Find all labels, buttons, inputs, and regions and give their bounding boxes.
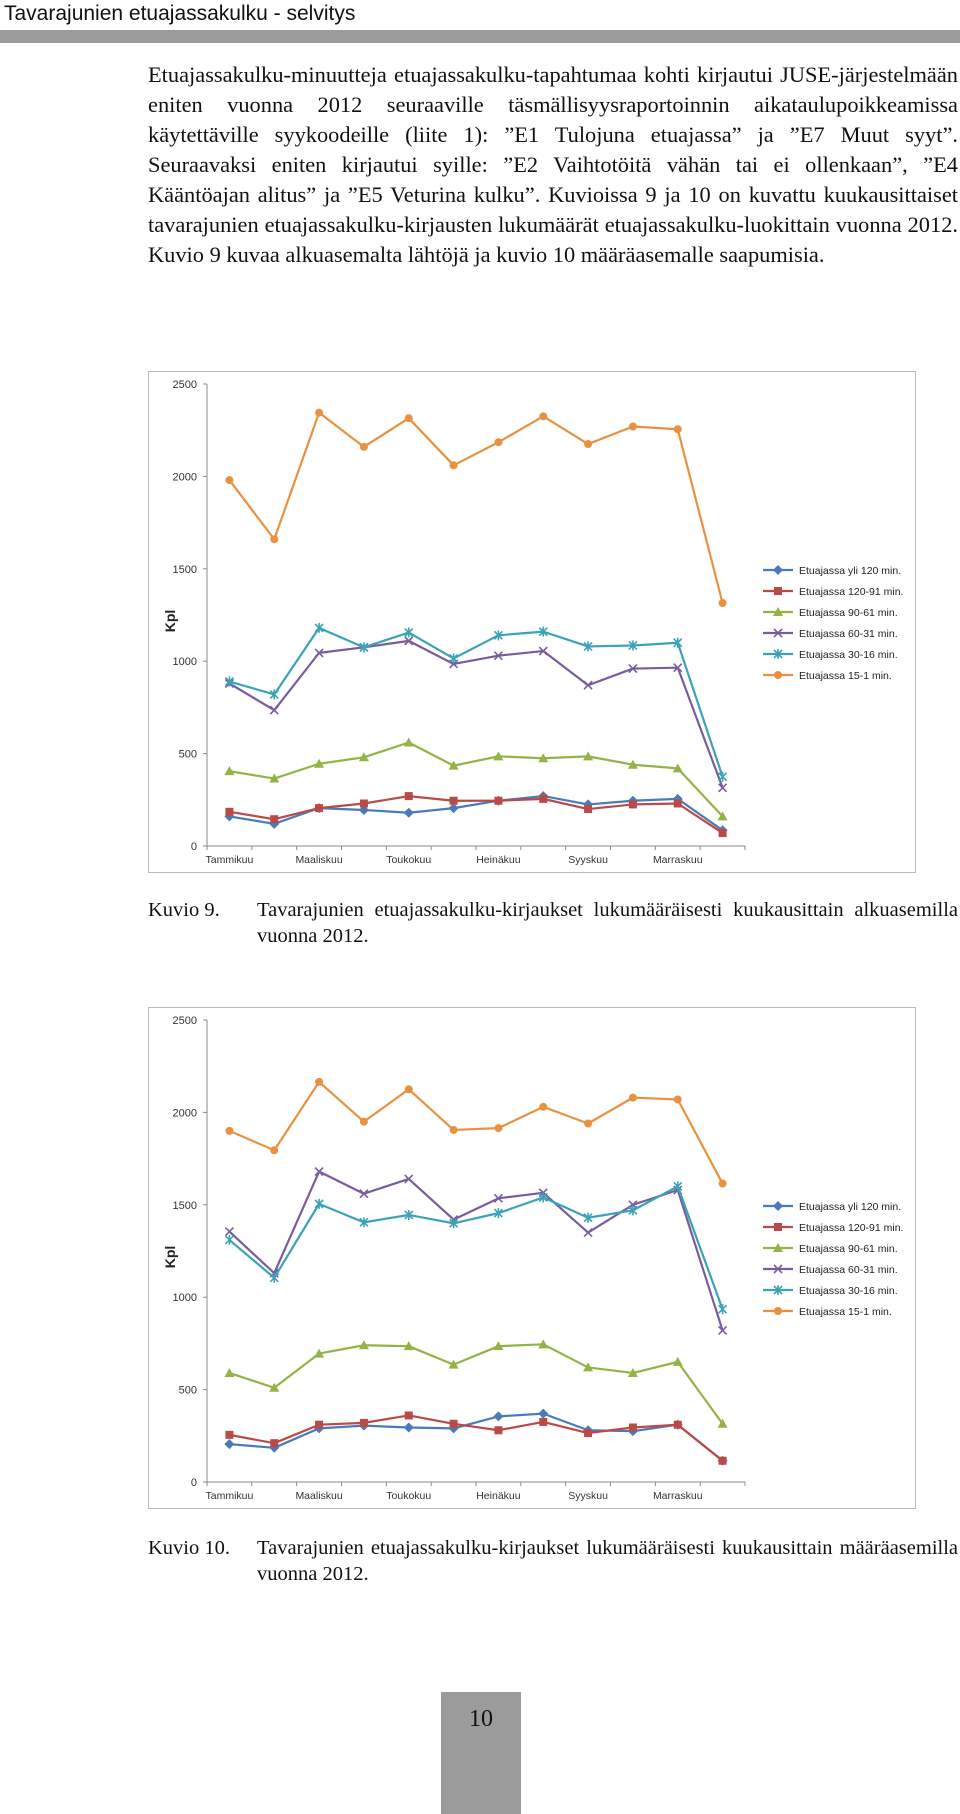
data-point [673, 1357, 683, 1366]
data-point [270, 1273, 278, 1283]
data-point [629, 800, 637, 808]
header-rule [0, 30, 960, 43]
data-point [405, 1411, 413, 1419]
data-point [719, 1180, 727, 1188]
y-tick-label: 2500 [172, 1015, 197, 1027]
data-point [719, 829, 727, 837]
data-point [629, 423, 637, 431]
legend-marker [774, 671, 782, 679]
legend-label: Etuajassa 90-61 min. [799, 1243, 898, 1255]
caption-text: Tavarajunien etuajassakulku-kirjaukset lukumääräisesti kuukausittain alkuasemilla vuonna 2012. [257, 899, 958, 947]
data-point [404, 738, 414, 747]
data-point [315, 1168, 323, 1176]
caption-label: Kuvio 9. [148, 899, 220, 921]
series-line-etuajassa-30-16-min [229, 628, 722, 777]
x-tick-label: Syyskuu [568, 854, 608, 866]
document-header [0, 0, 960, 30]
data-point [674, 799, 682, 807]
data-point [225, 476, 233, 484]
legend-label: Etuajassa yli 120 min. [799, 565, 902, 577]
y-tick-label: 1500 [172, 1199, 197, 1212]
data-point [674, 1095, 682, 1103]
data-point [315, 804, 323, 812]
data-point [539, 412, 547, 420]
data-point [674, 425, 682, 433]
page-number-box [441, 1692, 521, 1814]
data-point [270, 1146, 278, 1154]
data-point [450, 653, 458, 663]
data-point [225, 1228, 233, 1236]
legend-label: Etuajassa 60-31 min. [799, 1264, 898, 1276]
data-point [360, 1118, 368, 1126]
data-point [405, 792, 413, 800]
data-point [539, 1418, 547, 1426]
legend-marker [773, 565, 783, 575]
x-tick-label: Toukokuu [386, 854, 432, 866]
x-tick-label: Tammikuu [205, 854, 254, 866]
data-point [404, 1422, 414, 1432]
data-point [629, 1423, 637, 1431]
data-point [225, 1235, 233, 1245]
line-chart-figure-10 [149, 1008, 915, 1508]
data-point [719, 599, 727, 607]
data-point [494, 1124, 502, 1132]
data-point [674, 1421, 682, 1429]
data-point [315, 1078, 323, 1086]
data-point [538, 1409, 548, 1419]
data-point [719, 1304, 727, 1314]
y-tick-label: 2000 [172, 471, 197, 484]
legend-marker [774, 1223, 782, 1231]
legend-label: Etuajassa 15-1 min. [799, 1306, 892, 1318]
chart-figure-10 [148, 1007, 916, 1509]
chart-figure-9 [148, 371, 916, 873]
y-tick-label: 2500 [172, 379, 197, 391]
legend-label: Etuajassa 120-91 min. [799, 1222, 904, 1234]
data-point [360, 443, 368, 451]
data-point [270, 815, 278, 823]
page-number: 10 [469, 1706, 493, 1732]
data-point [450, 1420, 458, 1428]
line-chart-figure-9 [149, 372, 915, 872]
data-point [360, 1419, 368, 1427]
body-paragraph: Etuajassakulku-minuutteja etuajassakulku-tapahtumaa kohti kirjautui JUSE-järjestelmään eniten vuonna 2012 seuraaville täsmällisyysraportoinnin aikataulupoikkeamissa käytettäville syykoodeille (liite 1): ”E1 Tulojuna etuajassa” ja ”E7 Muut syyt”. Seuraavaksi eniten kirjautui syille: ”E2 Vaihtotöitä vähän tai ei ollenkaan”, ”E4 Kääntöajan alitus” ja ”E5 Veturina kulku”. Kuvioissa 9 ja 10 on kuvattu kuukausittaiset tavarajunien etuajassakulku-kirjausten lukumäärät etuajassakulku-luokittain vuonna 2012. Kuvio 9 kuvaa alkuasemalta lähtöjä ja kuvio 10 määräasemalle saapumisia. [148, 62, 958, 267]
series-line-etuajassa-yli-120-min [229, 1414, 722, 1461]
legend-label: Etuajassa 30-16 min. [799, 1285, 898, 1297]
x-tick-label: Syyskuu [568, 1490, 608, 1502]
data-point [584, 1429, 592, 1437]
data-point [270, 1439, 278, 1447]
legend-marker [774, 1307, 782, 1315]
x-tick-label: Toukokuu [386, 1490, 432, 1502]
data-point [494, 797, 502, 805]
series-line-etuajassa-15-1-min [229, 1082, 722, 1184]
y-axis-title: Kpl [162, 609, 178, 633]
legend-marker [774, 587, 782, 595]
legend-label: Etuajassa 30-16 min. [799, 649, 898, 661]
y-tick-label: 0 [190, 1477, 197, 1489]
series-line-etuajassa-60-31-min [229, 1172, 722, 1331]
caption-text: Tavarajunien etuajassakulku-kirjaukset lukumääräisesti kuukausittain määräasemilla vuonna 2012. [257, 1537, 958, 1585]
document-title: Tavarajunien etuajassakulku - selvitys [4, 2, 356, 25]
legend-label: Etuajassa yli 120 min. [799, 1201, 902, 1213]
y-tick-label: 0 [190, 841, 197, 853]
data-point [404, 808, 414, 818]
series-line-etuajassa-15-1-min [229, 413, 722, 603]
y-tick-label: 1500 [172, 563, 197, 576]
data-point [405, 414, 413, 422]
x-tick-label: Heinäkuu [476, 1490, 521, 1502]
data-point [270, 535, 278, 543]
data-point [494, 438, 502, 446]
data-point [584, 805, 592, 813]
y-tick-label: 500 [178, 1384, 197, 1397]
data-point [360, 799, 368, 807]
data-point [584, 1119, 592, 1127]
legend-label: Etuajassa 120-91 min. [799, 586, 904, 598]
data-point [225, 1127, 233, 1135]
data-point [315, 409, 323, 417]
x-tick-label: Maaliskuu [295, 854, 343, 866]
data-point [270, 706, 278, 714]
y-tick-label: 1000 [172, 1292, 197, 1305]
x-tick-label: Marraskuu [652, 854, 703, 866]
data-point [719, 1457, 727, 1465]
data-point [450, 1126, 458, 1134]
x-tick-label: Tammikuu [205, 1490, 254, 1502]
y-tick-label: 2000 [172, 1107, 197, 1120]
x-tick-label: Heinäkuu [476, 854, 521, 866]
data-point [584, 1229, 592, 1237]
data-point [224, 1368, 234, 1377]
y-tick-label: 1000 [172, 656, 197, 669]
y-axis-title: Kpl [162, 1245, 178, 1269]
data-point [493, 1411, 503, 1421]
data-point [539, 1103, 547, 1111]
data-point [315, 1421, 323, 1429]
data-point [494, 1426, 502, 1434]
x-tick-label: Marraskuu [652, 1490, 703, 1502]
y-tick-label: 500 [178, 748, 197, 761]
data-point [450, 461, 458, 469]
legend-label: Etuajassa 90-61 min. [799, 607, 898, 619]
legend-label: Etuajassa 15-1 min. [799, 670, 892, 682]
data-point [539, 795, 547, 803]
data-point [584, 440, 592, 448]
x-tick-label: Maaliskuu [295, 1490, 343, 1502]
data-point [450, 797, 458, 805]
caption-label: Kuvio 10. [148, 1537, 230, 1559]
data-point [225, 808, 233, 816]
data-point [719, 772, 727, 782]
data-point [315, 623, 323, 633]
series-line-etuajassa-90-61-min [229, 1344, 722, 1423]
legend-label: Etuajassa 60-31 min. [799, 628, 898, 640]
legend-marker [773, 1201, 783, 1211]
data-point [225, 1431, 233, 1439]
data-point [405, 1085, 413, 1093]
data-point [224, 1439, 234, 1449]
data-point [629, 1094, 637, 1102]
